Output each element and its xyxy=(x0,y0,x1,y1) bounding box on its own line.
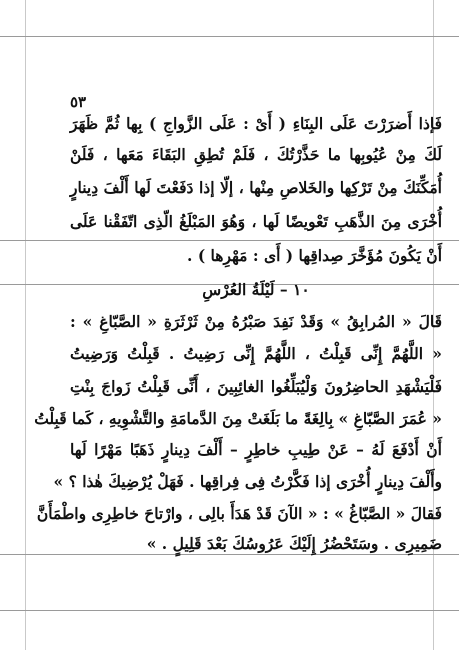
page-number: ٥٣ xyxy=(70,93,87,111)
text-line: أَنْ يَكُونَ مُؤَخَّرَ صِداقِها ( أَى : مَهْرِها ) . xyxy=(187,246,442,265)
text-line: « عُمَرَ الصَّبّاغِ » بِالِغَةً ما بَلَغَتْ مِنَ الدَّمامَةِ والتَّشْوِيهِ ، كَما قَبِلْتُ xyxy=(34,409,442,428)
text-line: فَإذا أَضرَرْتَ عَلَى البِنَاءِ ( أَىْ : عَلَى الزَّواجِ ) بِها ثُمَّ ظَهَرَ xyxy=(70,114,442,133)
guide-line-left xyxy=(25,0,26,650)
text-line: وأَلْفَ دِينارٍ أُخْرَى إذا فَكَّرْتُ فِى فِراقِها . فَهَلْ يُرْضِيكَ هٰذا ؟ » xyxy=(53,472,442,491)
text-line: أُمَكِّنَكَ مِنْ تَرْكِها والخَلاصِ مِنْها ، إلّا إذا دَفَعْتَ لَها أَلْفَ دِينارٍ xyxy=(70,178,442,197)
rule-line xyxy=(0,240,459,241)
text-line: أَنْ أَدْفَعَ لَهُ – عَنْ طِيبِ خاطِرٍ – أَلْفَ دِينارٍ ذَهَبًا مَهْرًا لَها xyxy=(70,440,442,459)
text-line: ضَمِيرِى . وسَتَحْضُرُ إِلَيْكَ عَرُوسُكَ بَعْدَ قَلِيلٍ . » xyxy=(146,534,442,553)
rule-line xyxy=(0,36,459,37)
text-line: فَلْيَشْهَدِ الحاضِرُونَ وَلْيُبَلِّغُوا الغائِبِينَ ، أَنِّى قَبِلْتُ زَواجَ بِنْتِ xyxy=(70,377,442,396)
text-line: أُخْرَى مِنَ الذَّهَبِ تَعْويضًا لَها ، وَهُوَ المَبْلَغُ الّذِى اتّفَقْنا عَلَى xyxy=(70,212,442,231)
rule-line xyxy=(0,554,459,555)
text-line: « اللَّهُمَّ إِنِّى قَبِلْتُ ، اللَّهُمَّ إِنِّى رَضِيتُ . قَبِلْتُ وَرَضِيتُ xyxy=(70,344,442,363)
chapter-heading: ١٠ – لَيْلَةُ العُرْسِ xyxy=(202,280,310,299)
text-line: فَقالَ « الصَّبّاغُ » : « الآنَ قَدْ هَدَأَ بالِى ، وارْتاحَ خاطِرِى واطْمَأَنَّ xyxy=(36,504,442,523)
text-line: لَكَ مِنْ عُيُوبِها ما حَذَّرْتُكَ ، فَلَمْ تُطِقِ البَقَاءَ مَعَها ، فَلَنْ xyxy=(70,145,442,164)
text-line: قَالَ « المُرابِقُ » وَقَدْ نَفِدَ صَبْرُهُ مِنْ ثَرْثَرَةِ « الصَّبّاغِ » : xyxy=(70,312,442,331)
rule-line xyxy=(0,610,459,611)
